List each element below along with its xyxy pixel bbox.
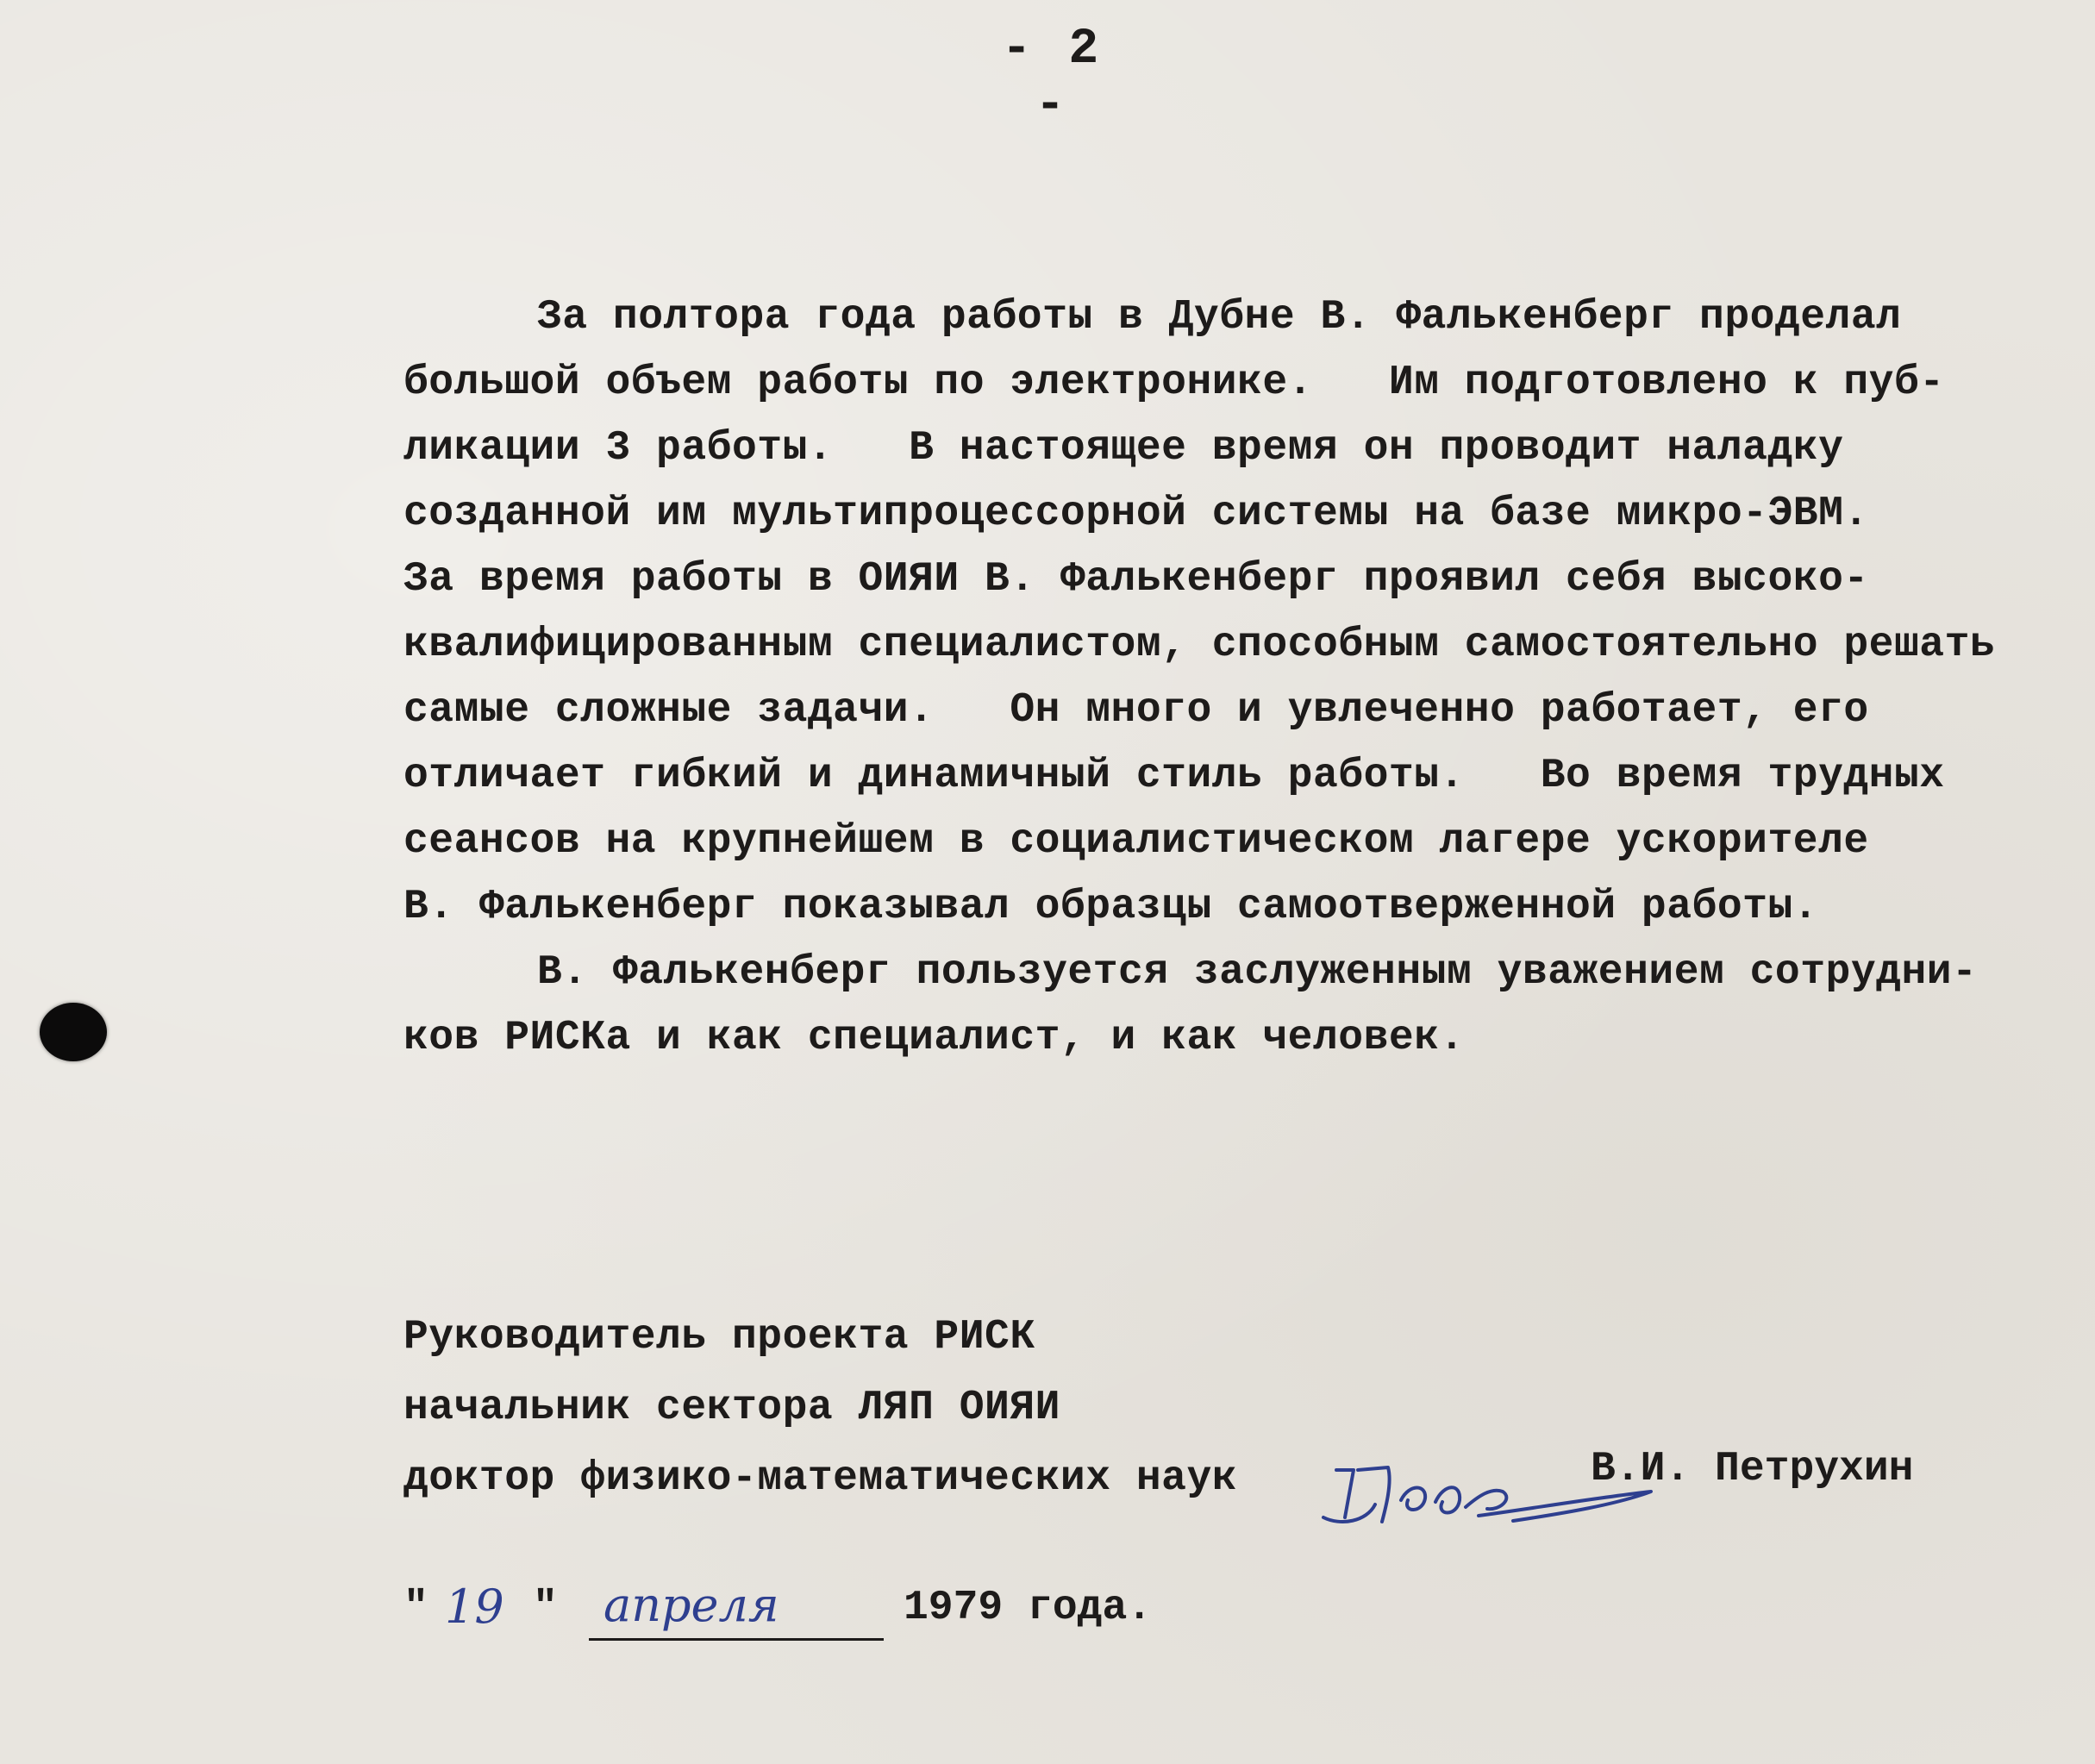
text-line: За время работы в ОИЯИ В. Фалькенберг проявил себя высоко- [403, 556, 1869, 603]
text-line: За полтора года работы в Дубне В. Фалькенберг проделал [537, 294, 1902, 341]
text-line: В. Фалькенберг пользуется заслуженным уважением сотрудни- [537, 949, 1978, 996]
date-month: апреля [603, 1578, 779, 1632]
page-number: - 2 - [1001, 22, 1103, 134]
date-close-quote: " [533, 1585, 558, 1631]
date-underline [589, 1638, 884, 1641]
text-line: В. Фалькенберг показывал образцы самоотверженной работы. [403, 884, 1819, 930]
text-line: ков РИСКа и как специалист, и как человек. [403, 1015, 1465, 1061]
date-open-quote: " [403, 1585, 428, 1631]
text-line: большой объем работы по электронике. Им подготовлено к пуб- [403, 360, 1945, 406]
text-line: квалифицированным специалистом, способным самостоятельно решать [403, 622, 1996, 668]
signer-title-line: доктор физико-математических наук [403, 1455, 1238, 1502]
signer-name: В.И. Петрухин [1591, 1446, 1914, 1492]
date-day: 19 [445, 1579, 504, 1634]
text-line: отличает гибкий и динамичный стиль работы. Во время трудных [403, 753, 1945, 799]
date-year: 1979 года. [904, 1585, 1153, 1631]
signer-title-line: Руководитель проекта РИСК [403, 1314, 1035, 1361]
signature-block [403, 1302, 1237, 1514]
punch-hole [40, 1003, 107, 1061]
text-line: самые сложные задачи. Он много и увлеченно работает, его [403, 687, 1869, 734]
main-paragraph [403, 285, 2085, 1071]
text-line: созданной им мультипроцессорной системы на базе микро-ЭВМ. [403, 491, 1869, 537]
text-line: сеансов на крупнейшем в социалистическом лагере ускорителе [403, 818, 1869, 865]
text-line: ликации 3 работы. В настоящее время он проводит наладку [403, 425, 1844, 472]
date-line [403, 1578, 1266, 1662]
signer-title-line: начальник сектора ЛЯП ОИЯИ [403, 1385, 1060, 1431]
